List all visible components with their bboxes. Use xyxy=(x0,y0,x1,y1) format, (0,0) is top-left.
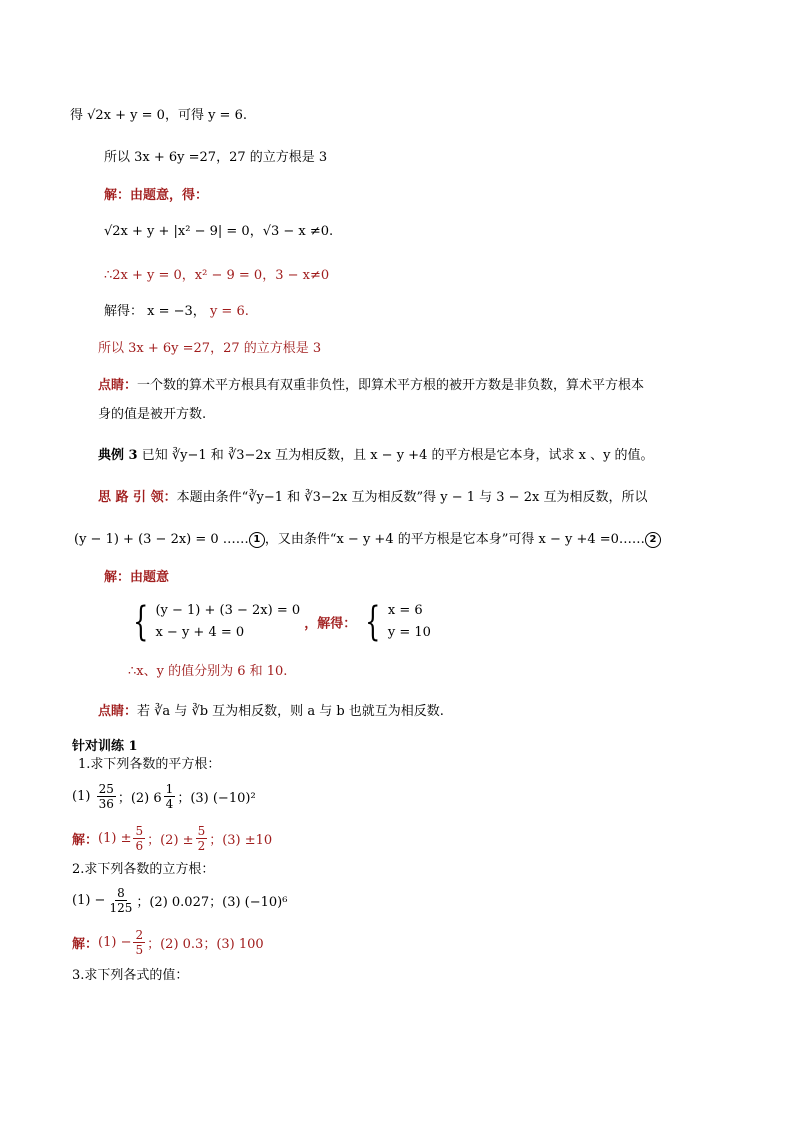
exercise-2-title: 2.求下列各数的立方根： xyxy=(72,862,215,877)
system-2-eq-1: x = 6 xyxy=(387,603,423,618)
a1-part-1: (1) ± xyxy=(98,831,132,846)
line-8-label: 点睛： xyxy=(98,378,138,393)
example-3-text: 已知 ∛y−1 和 ∛3−2x 互为相反数，且 x − y +4 的平方根是它本身，试求 x 、y 的值。 xyxy=(141,448,654,463)
circled-number-2: 2 xyxy=(645,532,661,548)
line-15 xyxy=(98,702,444,722)
equation-systems xyxy=(128,600,431,644)
numerator: 1 xyxy=(165,782,174,796)
line-8-text: 一个数的算术平方根具有双重非负性，即算术平方根的被开方数是非负数，算术平方根本 xyxy=(137,378,645,393)
a2-part-2: ；(2) 0.3；(3) 100 xyxy=(147,937,264,952)
line-4-equation: √2x + y + |x² − 9| = 0，√3 − x ≠0. xyxy=(104,224,334,239)
a1-part-2: ；(2) ± xyxy=(147,833,194,848)
numerator: 25 xyxy=(98,782,114,796)
line-3-solution: 解：由题意，得： xyxy=(104,188,209,203)
line-13-solution: 解：由题意 xyxy=(104,570,170,585)
numerator: 8 xyxy=(117,886,125,900)
denominator: 6 xyxy=(135,839,144,853)
fraction-5-2 xyxy=(196,824,208,853)
a2-part-1: (1) − xyxy=(98,935,132,950)
q1-part-2: ；(2) 6 xyxy=(117,791,162,806)
numerator: 2 xyxy=(135,928,144,942)
line-12-mid: ，又由条件“x − y +4 的平方根是它本身”可得 x − y +4 =0…… xyxy=(264,532,645,547)
q2-part-1: (1) − xyxy=(72,893,106,908)
hint-label: 思 路 引 领： xyxy=(98,490,177,505)
system-1-eq-1: (y − 1) + (3 − 2x) = 0 xyxy=(155,603,301,618)
system-mid-label: ，解得： xyxy=(304,616,357,632)
numerator: 5 xyxy=(197,824,206,838)
denominator: 125 xyxy=(109,901,133,915)
denominator: 5 xyxy=(135,943,144,957)
denominator: 2 xyxy=(197,839,206,853)
line-6 xyxy=(104,302,249,322)
line-5: ∴2x + y = 0，x² − 9 = 0，3 − x≠0 xyxy=(104,268,330,283)
line-6-y: y = 6. xyxy=(209,304,249,319)
exercise-3-title: 3.求下列各式的值： xyxy=(72,968,189,983)
denominator: 4 xyxy=(165,797,174,811)
answer-label: 解： xyxy=(72,833,99,848)
q1-part-1: (1) xyxy=(72,789,91,804)
exercise-1-questions xyxy=(72,782,256,811)
fraction-25-36 xyxy=(97,782,116,811)
system-2 xyxy=(360,600,431,644)
line-2: 所以 3x + 6y =27，27 的立方根是 3 xyxy=(104,150,328,165)
hint-text: 本题由条件“∛y−1 和 ∛3−2x 互为相反数”得 y − 1 与 3 − 2x 互为相反数，所以 xyxy=(176,490,648,505)
exercise-1-answer xyxy=(72,824,272,853)
line-12 xyxy=(74,530,661,550)
system-1 xyxy=(128,600,300,644)
brace-symbol: { xyxy=(133,599,149,645)
line-9: 身的值是被开方数. xyxy=(98,407,207,422)
line-12-text: (y − 1) + (3 − 2x) = 0 …… xyxy=(74,532,249,547)
example-3-label: 典例 3 xyxy=(98,448,138,463)
answer-label: 解： xyxy=(72,937,99,952)
line-1: 得 √2x + y = 0，可得 y = 6. xyxy=(70,108,247,123)
note-text: 若 ∛a 与 ∛b 互为相反数，则 a 与 b 也就互为相反数. xyxy=(137,704,444,719)
q1-part-3: ；(3) (−10)² xyxy=(177,791,256,806)
q2-part-2: ；(2) 0.027；(3) (−10)⁶ xyxy=(136,895,288,910)
a1-part-3: ；(3) ±10 xyxy=(209,833,273,848)
exercise-1-title: 1.求下列各数的平方根： xyxy=(78,757,221,772)
denominator: 36 xyxy=(98,797,114,811)
line-7: 所以 3x + 6y =27，27 的立方根是 3 xyxy=(98,341,322,356)
line-8 xyxy=(98,376,644,396)
section-title: 针对训练 1 xyxy=(72,739,138,754)
fraction-1-4 xyxy=(164,782,176,811)
note-label: 点睛： xyxy=(98,704,138,719)
line-10 xyxy=(98,446,654,466)
exercise-2-answer xyxy=(72,928,264,957)
circled-number-1: 1 xyxy=(249,532,265,548)
numerator: 5 xyxy=(135,824,144,838)
system-1-eq-2: x − y + 4 = 0 xyxy=(155,625,245,640)
fraction-5-6 xyxy=(133,824,145,853)
brace-symbol: { xyxy=(365,599,381,645)
fraction-2-5 xyxy=(133,928,145,957)
line-6-label: 解得： xyxy=(104,304,144,319)
fraction-8-125 xyxy=(107,886,134,915)
line-14: ∴x、y 的值分别为 6 和 10. xyxy=(128,664,288,679)
system-2-eq-2: y = 10 xyxy=(387,625,431,640)
line-11 xyxy=(98,488,647,508)
line-6-x: x = −3， xyxy=(147,304,206,319)
exercise-2-questions xyxy=(72,886,287,915)
